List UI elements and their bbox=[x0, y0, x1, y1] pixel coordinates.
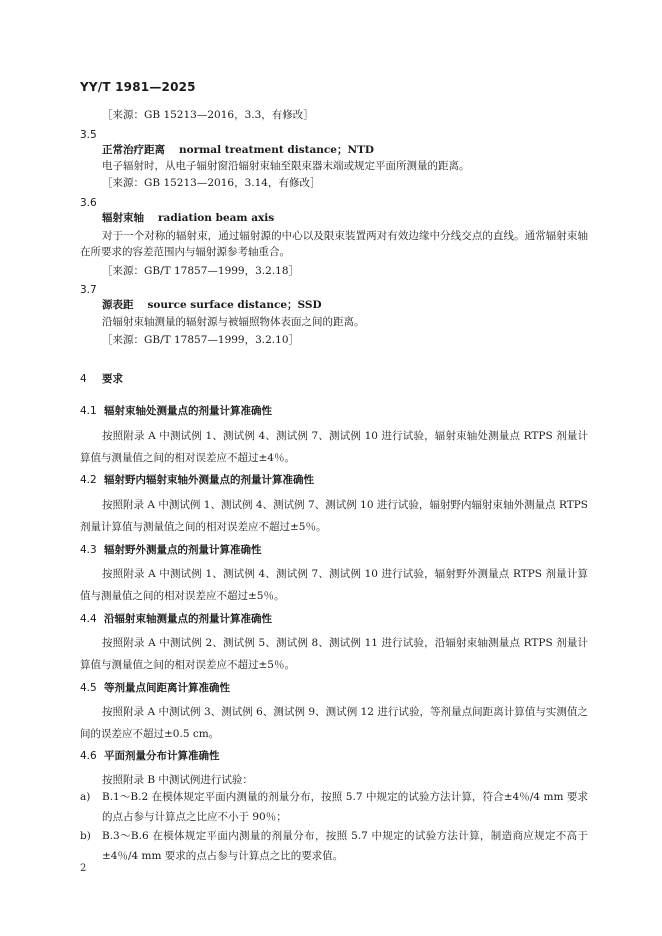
list-item-text: B.3～B.6 在模体规定平面内测量的剂量分布，按照 5.7 中规定的试验方法计算，制造商应规定不高于±4％/4 mm 要求的点占参与计算点之比的要求值。 bbox=[102, 830, 588, 862]
requirement-paragraph: 按照附录 A 中测试例 1、测试例 4、测试例 7、测试例 10 进行试验，辐射野内辐射束轴外测量点 RTPS 剂量计算值与测量值之间的相对误差应不超过±5％。 bbox=[80, 499, 588, 533]
term-definition: 对于一个对称的辐射束，通过辐射源的中心以及限束装置两对有效边缘中分线交点的直线。通常辐射束轴在所要求的容差范围内与辐射源参考轴重合。 bbox=[80, 230, 588, 258]
subsection-heading bbox=[80, 542, 262, 557]
subsection-number: 4.3 bbox=[80, 544, 97, 556]
term-definition: 电子辐射时，从电子辐射窗沿辐射束轴至限束器末端或规定平面所测量的距离。 bbox=[102, 160, 470, 172]
term-number: 3.5 bbox=[80, 129, 97, 141]
subsection-title: 辐射野外测量点的剂量计算准确性 bbox=[104, 544, 262, 556]
standard-code: YY/T 1981—2025 bbox=[80, 80, 196, 94]
term-heading bbox=[102, 298, 322, 312]
subsection-title: 辐射野内辐射束轴外测量点的剂量计算准确性 bbox=[104, 474, 314, 486]
subsection-title: 辐射束轴处测量点的剂量计算准确性 bbox=[104, 405, 272, 417]
subsection-number: 4.1 bbox=[80, 405, 97, 417]
list-item bbox=[80, 787, 588, 827]
section-number: 4 bbox=[80, 373, 87, 385]
requirement-paragraph: 按照附录 A 中测试例 2、测试例 5、测试例 8、测试例 11 进行试验，沿辐射束轴测量点 RTPS 剂量计算值与测量值之间的相对误差应不超过±5％。 bbox=[80, 637, 588, 671]
requirement-paragraph: 按照附录 A 中测试例 1、测试例 4、测试例 7、测试例 10 进行试验，辐射束轴处测量点 RTPS 剂量计算值与测量值之间的相对误差应不超过±4％。 bbox=[80, 430, 588, 464]
term-en: normal treatment distance；NTD bbox=[179, 144, 374, 156]
subsection-title: 等剂量点间距离计算准确性 bbox=[104, 682, 230, 694]
requirement-paragraph: 按照附录 A 中测试例 3、测试例 6、测试例 9、测试例 12 进行试验，等剂量点间距离计算值与实测值之间的误差应不超过±0.5 cm。 bbox=[80, 706, 588, 740]
subsection-title: 平面剂量分布计算准确性 bbox=[104, 750, 220, 762]
source-note: ［来源：GB 15213—2016，3.3，有修改］ bbox=[102, 109, 314, 121]
subsection-heading bbox=[80, 472, 314, 487]
subsection-title: 沿辐射束轴测量点的剂量计算准确性 bbox=[104, 613, 272, 625]
term-definition: 沿辐射束轴测量的辐射源与被辐照物体表面之间的距离。 bbox=[102, 316, 365, 328]
term-heading bbox=[102, 211, 274, 225]
term-heading bbox=[102, 143, 374, 157]
term-en: source surface distance；SSD bbox=[147, 299, 322, 311]
section-heading bbox=[80, 371, 123, 386]
term-number: 3.6 bbox=[80, 197, 97, 209]
list-item bbox=[80, 826, 588, 866]
subsection-heading bbox=[80, 680, 230, 695]
subsection-heading bbox=[80, 748, 220, 763]
list-marker: a) bbox=[80, 791, 91, 803]
source-note: ［来源：GB/T 17857—1999，3.2.10］ bbox=[102, 334, 300, 346]
subsection-heading bbox=[80, 611, 272, 626]
subsection-number: 4.5 bbox=[80, 682, 97, 694]
subsection-heading bbox=[80, 403, 272, 418]
list-marker: b) bbox=[80, 830, 91, 842]
section-title: 要求 bbox=[102, 373, 123, 385]
list-item-text: B.1～B.2 在模体规定平面内测量的剂量分布，按照 5.7 中规定的试验方法计算，符合±4％/4 mm 要求的点占参与计算点之比应不小于 90％； bbox=[102, 791, 588, 823]
term-en: radiation beam axis bbox=[158, 212, 275, 224]
source-note: ［来源：GB/T 17857—1999，3.2.18］ bbox=[102, 265, 300, 277]
term-number: 3.7 bbox=[80, 284, 97, 296]
term-zh: 辐射束轴 bbox=[102, 212, 144, 224]
requirement-paragraph: 按照附录 B 中测试例进行试验： bbox=[102, 774, 253, 786]
page-number: 2 bbox=[80, 863, 87, 874]
term-zh: 正常治疗距离 bbox=[102, 144, 165, 156]
requirement-paragraph: 按照附录 A 中测试例 1、测试例 4、测试例 7、测试例 10 进行试验，辐射野外测量点 RTPS 剂量计算值与测量值之间的相对误差应不超过±5％。 bbox=[80, 568, 588, 602]
term-zh: 源表距 bbox=[102, 299, 134, 311]
subsection-number: 4.2 bbox=[80, 474, 97, 486]
source-note: ［来源：GB 15213—2016，3.14，有修改］ bbox=[102, 177, 321, 189]
subsection-number: 4.4 bbox=[80, 613, 97, 625]
subsection-number: 4.6 bbox=[80, 750, 97, 762]
